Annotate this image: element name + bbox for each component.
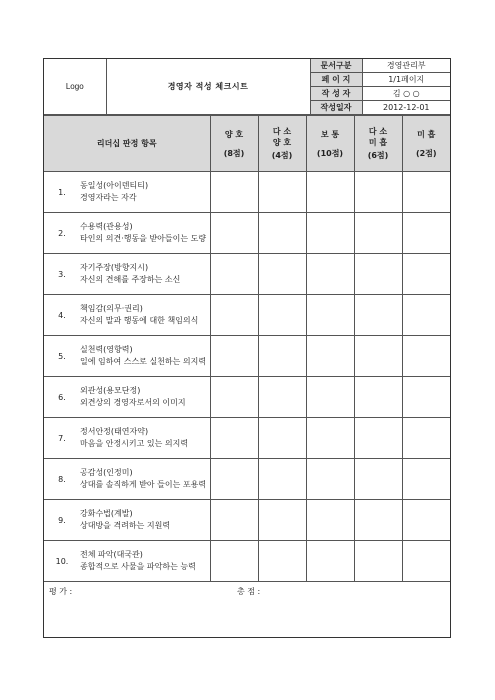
rating-cell[interactable] — [210, 295, 258, 336]
checklist-row — [44, 213, 450, 254]
rating-cell[interactable] — [210, 213, 258, 254]
item-text — [80, 426, 208, 450]
item-title: 책임감(의무·권리) — [80, 304, 143, 313]
leadership-item — [44, 418, 210, 459]
rating-cell[interactable] — [258, 418, 306, 459]
rating-label: 다 소 양 호 — [272, 127, 292, 147]
meta-value-author: 김 ○ ○ — [362, 87, 450, 101]
item-text — [80, 262, 208, 286]
rating-cell[interactable] — [258, 377, 306, 418]
rating-label: 보 통 — [320, 129, 340, 139]
rating-cell[interactable] — [210, 500, 258, 541]
item-title: 정서안정(태연자약) — [80, 427, 149, 436]
document-title: 경영자 적성 체크시트 — [106, 59, 310, 115]
item-description: 상대방을 격려하는 지원력 — [80, 521, 171, 530]
rating-cell[interactable] — [402, 500, 450, 541]
rating-cell[interactable] — [306, 541, 354, 582]
rating-cell[interactable] — [402, 295, 450, 336]
rating-cell[interactable] — [306, 172, 354, 213]
rating-cell[interactable] — [402, 336, 450, 377]
rating-cell[interactable] — [258, 500, 306, 541]
rating-cell[interactable] — [258, 336, 306, 377]
rating-cell[interactable] — [306, 336, 354, 377]
rating-cell[interactable] — [210, 172, 258, 213]
rating-cell[interactable] — [402, 541, 450, 582]
item-column-header: 리더십 판정 항목 — [44, 116, 210, 172]
item-number: 6. — [58, 392, 66, 402]
item-text — [80, 303, 208, 327]
item-number: 8. — [58, 474, 66, 484]
item-description: 마음을 안정시키고 있는 의지력 — [80, 439, 189, 448]
rating-cell[interactable] — [402, 213, 450, 254]
checklist-row — [44, 172, 450, 213]
rating-cell[interactable] — [306, 295, 354, 336]
rating-label: 양 호 — [224, 129, 244, 139]
leadership-item — [44, 336, 210, 377]
rating-cell[interactable] — [258, 459, 306, 500]
checklist-row — [44, 295, 450, 336]
rating-cell[interactable] — [258, 213, 306, 254]
checklist-row — [44, 541, 450, 582]
leadership-item — [44, 172, 210, 213]
leadership-item — [44, 500, 210, 541]
item-description: 종합적으로 사물을 파악하는 능력 — [80, 562, 196, 571]
leadership-item — [44, 541, 210, 582]
rating-cell[interactable] — [354, 172, 402, 213]
meta-key-page: 페 이 지 — [310, 73, 362, 87]
item-number: 3. — [58, 269, 66, 279]
item-description: 타인의 의견·행동을 받아들이는 도량 — [80, 234, 207, 243]
item-description: 상대를 솔직하게 받아 들이는 포용력 — [80, 480, 207, 489]
checklist-row — [44, 459, 450, 500]
rating-cell[interactable] — [306, 459, 354, 500]
rating-cell[interactable] — [306, 500, 354, 541]
rating-cell[interactable] — [306, 377, 354, 418]
rating-cell[interactable] — [354, 377, 402, 418]
checklist-sheet — [43, 58, 451, 638]
item-title: 실천력(영향력) — [80, 345, 133, 354]
rating-cell[interactable] — [210, 377, 258, 418]
rating-cell[interactable] — [210, 254, 258, 295]
rating-cell[interactable] — [210, 418, 258, 459]
item-text — [80, 508, 208, 532]
item-title: 전체 파악(대국관) — [80, 550, 143, 559]
checklist-row — [44, 336, 450, 377]
leadership-item — [44, 377, 210, 418]
meta-value-date: 2012-12-01 — [362, 101, 450, 115]
column-header-row — [44, 116, 450, 172]
item-description: 자신의 견해를 주장하는 소신 — [80, 275, 181, 284]
item-text — [80, 180, 208, 204]
rating-cell[interactable] — [306, 418, 354, 459]
rating-column-good — [210, 116, 258, 172]
rating-points: (10점) — [316, 148, 344, 158]
checklist-table — [44, 115, 450, 582]
item-title: 동일성(아이덴티티) — [80, 181, 149, 190]
item-title: 강화수법(계발) — [80, 509, 133, 518]
logo: Logo — [44, 59, 106, 115]
rating-cell[interactable] — [258, 254, 306, 295]
rating-cell[interactable] — [210, 541, 258, 582]
item-text — [80, 344, 208, 368]
rating-cell[interactable] — [354, 541, 402, 582]
item-number: 9. — [58, 515, 66, 525]
footer-section — [44, 582, 450, 638]
meta-key-department: 문서구분 — [310, 59, 362, 73]
rating-cell[interactable] — [210, 459, 258, 500]
meta-key-author: 작 성 자 — [310, 87, 362, 101]
total-score-label: 총 점 : — [237, 587, 261, 596]
item-text — [80, 221, 208, 245]
rating-cell[interactable] — [402, 418, 450, 459]
item-number: 2. — [58, 228, 66, 238]
rating-column-average — [306, 116, 354, 172]
item-description: 경영자라는 자각 — [80, 193, 137, 202]
item-number: 5. — [58, 351, 66, 361]
item-title: 외관성(용모단정) — [80, 386, 141, 395]
rating-cell[interactable] — [258, 541, 306, 582]
item-number: 7. — [58, 433, 66, 443]
item-number: 1. — [58, 187, 66, 197]
rating-label: 다 소 미 흡 — [368, 127, 388, 147]
item-text — [80, 549, 208, 573]
item-description: 외견상의 경영자로서의 이미지 — [80, 398, 186, 407]
evaluation-label: 평 가 : — [49, 587, 73, 596]
checklist-row — [44, 418, 450, 459]
rating-cell[interactable] — [402, 254, 450, 295]
rating-cell[interactable] — [354, 418, 402, 459]
checklist-row — [44, 377, 450, 418]
leadership-item — [44, 213, 210, 254]
leadership-item — [44, 254, 210, 295]
rating-cell[interactable] — [354, 500, 402, 541]
rating-cell[interactable] — [210, 336, 258, 377]
rating-cell[interactable] — [402, 172, 450, 213]
item-text — [80, 385, 208, 409]
rating-column-fairly-good — [258, 116, 306, 172]
rating-label: 미 흡 — [417, 129, 436, 139]
rating-column-somewhat-poor — [354, 116, 402, 172]
rating-cell[interactable] — [306, 254, 354, 295]
leadership-item — [44, 295, 210, 336]
rating-cell[interactable] — [354, 213, 402, 254]
checklist-row — [44, 254, 450, 295]
meta-key-date: 작성일자 — [310, 101, 362, 115]
rating-points: (8점) — [223, 148, 245, 158]
item-number: 4. — [58, 310, 66, 320]
rating-cell[interactable] — [306, 213, 354, 254]
leadership-item — [44, 459, 210, 500]
rating-cell[interactable] — [354, 295, 402, 336]
item-title: 수용력(관용성) — [80, 222, 133, 231]
item-title: 자기주장(방향지시) — [80, 263, 149, 272]
rating-cell[interactable] — [354, 254, 402, 295]
item-description: 자신의 말과 행동에 대한 책임의식 — [80, 316, 199, 325]
rating-points: (6점) — [367, 151, 389, 160]
meta-value-page: 1/1페이지 — [362, 73, 450, 87]
rating-points: (2점) — [415, 148, 437, 158]
rating-cell[interactable] — [258, 295, 306, 336]
rating-cell[interactable] — [354, 336, 402, 377]
rating-cell[interactable] — [354, 459, 402, 500]
rating-cell[interactable] — [402, 459, 450, 500]
item-title: 공감성(인정미) — [80, 468, 133, 477]
rating-cell[interactable] — [402, 377, 450, 418]
meta-value-department: 경영관리부 — [362, 59, 450, 73]
document-header — [44, 59, 450, 115]
checklist-row — [44, 500, 450, 541]
item-number: 10. — [55, 556, 69, 566]
rating-points: (4점) — [271, 151, 293, 160]
rating-cell[interactable] — [258, 172, 306, 213]
item-description: 일에 임하여 스스로 실천하는 의지력 — [80, 357, 207, 366]
item-text — [80, 467, 208, 491]
rating-column-poor — [402, 116, 450, 172]
